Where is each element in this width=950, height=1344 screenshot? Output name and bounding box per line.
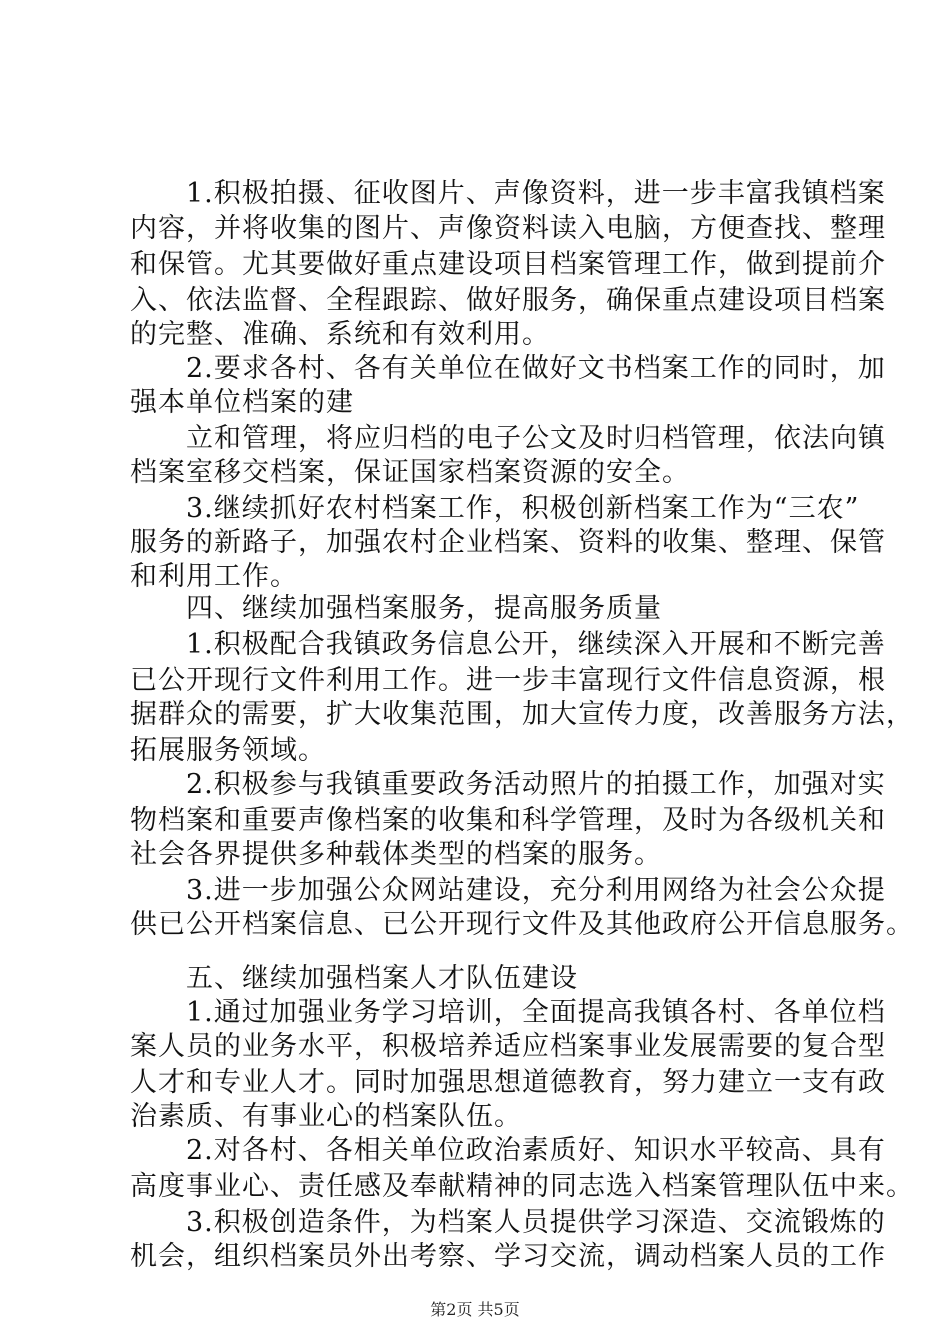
text-line: 2.对各村、各相关单位政治素质好、知识水平较高、具有 — [130, 1135, 886, 1166]
text-line: 入、依法监督、全程跟踪、做好服务，确保重点建设项目档案 — [130, 285, 886, 316]
text-line: 拓展服务领域。 — [130, 735, 326, 766]
text-line: 1.积极配合我镇政务信息公开，继续深入开展和不断完善 — [130, 629, 886, 660]
text-line: 和保管。尤其要做好重点建设项目档案管理工作，做到提前介 — [130, 249, 886, 280]
text-line: 3.继续抓好农村档案工作，积极创新档案工作为“三农” — [130, 493, 860, 524]
text-line: 机会，组织档案员外出考察、学习交流，调动档案人员的工作 — [130, 1241, 886, 1272]
text-line: 档案室移交档案，保证国家档案资源的安全。 — [130, 457, 690, 488]
text-line: 已公开现行文件利用工作。进一步丰富现行文件信息资源，根 — [130, 665, 886, 696]
section-heading: 四、继续加强档案服务，提高服务质量 — [130, 593, 662, 624]
text-line: 物档案和重要声像档案的收集和科学管理，及时为各级机关和 — [130, 805, 886, 836]
text-line: 社会各界提供多种载体类型的档案的服务。 — [130, 839, 662, 870]
text-line: 的完整、准确、系统和有效利用。 — [130, 319, 550, 350]
text-line: 服务的新路子，加强农村企业档案、资料的收集、整理、保管 — [130, 527, 886, 558]
text-line: 2.要求各村、各有关单位在做好文书档案工作的同时，加 — [130, 353, 886, 384]
text-line: 1.积极拍摄、征收图片、声像资料，进一步丰富我镇档案 — [130, 178, 886, 209]
text-line: 立和管理，将应归档的电子公文及时归档管理，依法向镇 — [130, 423, 886, 454]
text-line: 供已公开档案信息、已公开现行文件及其他政府公开信息服务。 — [130, 909, 914, 940]
page-footer: 第2页 共5页 — [430, 1300, 520, 1319]
text-line: 人才和专业人才。同时加强思想道德教育，努力建立一支有政 — [130, 1067, 886, 1098]
text-line: 强本单位档案的建 — [130, 387, 354, 418]
text-line: 内容，并将收集的图片、声像资料读入电脑，方便查找、整理 — [130, 213, 886, 244]
section-heading: 五、继续加强档案人才队伍建设 — [130, 963, 578, 994]
text-line: 治素质、有事业心的档案队伍。 — [130, 1101, 522, 1132]
text-line: 案人员的业务水平，积极培养适应档案事业发展需要的复合型 — [130, 1031, 886, 1062]
text-line: 和利用工作。 — [130, 561, 298, 592]
text-line: 2.积极参与我镇重要政务活动照片的拍摄工作，加强对实 — [130, 769, 886, 800]
text-line: 3.进一步加强公众网站建设，充分利用网络为社会公众提 — [130, 875, 886, 906]
text-line: 高度事业心、责任感及奉献精神的同志选入档案管理队伍中来。 — [130, 1171, 914, 1202]
text-line: 据群众的需要，扩大收集范围，加大宣传力度，改善服务方法， — [130, 699, 914, 730]
text-line: 1.通过加强业务学习培训，全面提高我镇各村、各单位档 — [130, 997, 886, 1028]
text-line: 3.积极创造条件，为档案人员提供学习深造、交流锻炼的 — [130, 1207, 886, 1238]
